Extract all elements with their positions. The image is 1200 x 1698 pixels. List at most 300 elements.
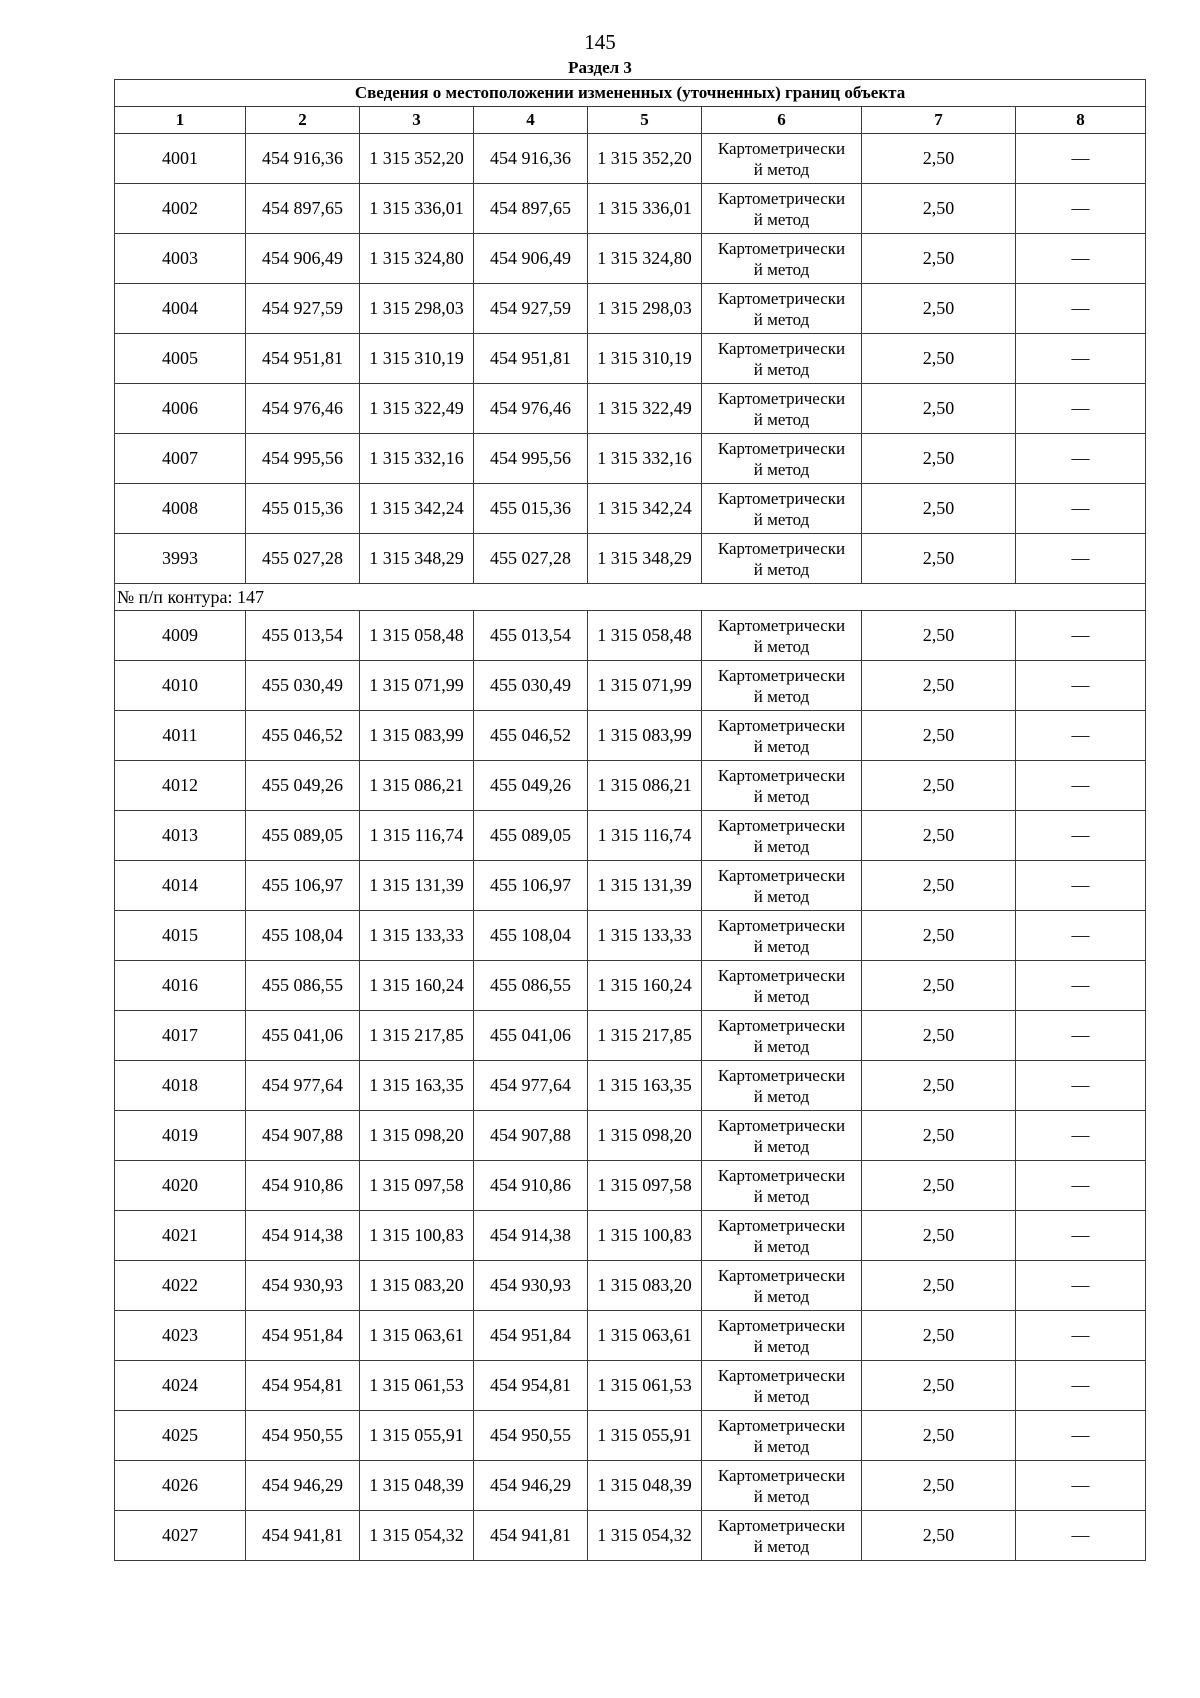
contour-label: № п/п контура: 147 bbox=[115, 584, 1146, 611]
coord-x-existing: 455 106,97 bbox=[246, 861, 360, 911]
point-number: 4026 bbox=[115, 1461, 246, 1511]
coord-y-existing: 1 315 163,35 bbox=[360, 1061, 474, 1111]
point-number: 4017 bbox=[115, 1011, 246, 1061]
coord-y-existing: 1 315 324,80 bbox=[360, 234, 474, 284]
method-text-line1: Картометрически bbox=[717, 765, 846, 785]
coord-x-existing: 455 046,52 bbox=[246, 711, 360, 761]
coord-x-existing: 454 946,29 bbox=[246, 1461, 360, 1511]
coord-y-refined: 1 315 058,48 bbox=[588, 611, 702, 661]
coord-y-refined: 1 315 332,16 bbox=[588, 434, 702, 484]
coord-x-refined: 455 089,05 bbox=[474, 811, 588, 861]
coord-y-existing: 1 315 131,39 bbox=[360, 861, 474, 911]
table-row bbox=[115, 861, 1146, 911]
accuracy-value: 2,50 bbox=[862, 1461, 1016, 1511]
coord-y-refined: 1 315 342,24 bbox=[588, 484, 702, 534]
method-text-line2: й метод bbox=[753, 886, 810, 906]
table-row bbox=[115, 484, 1146, 534]
description-dash: — bbox=[1016, 1311, 1146, 1361]
method-text-line2: й метод bbox=[753, 1336, 810, 1356]
coord-x-existing: 454 995,56 bbox=[246, 434, 360, 484]
method-text-line2: й метод bbox=[753, 159, 810, 179]
section-title: Раздел 3 bbox=[568, 58, 632, 77]
method-text-line2: й метод bbox=[753, 936, 810, 956]
coord-y-existing: 1 315 310,19 bbox=[360, 334, 474, 384]
table-row bbox=[115, 1311, 1146, 1361]
coord-y-existing: 1 315 054,32 bbox=[360, 1511, 474, 1561]
coord-x-refined: 455 049,26 bbox=[474, 761, 588, 811]
point-number: 4018 bbox=[115, 1061, 246, 1111]
accuracy-value: 2,50 bbox=[862, 534, 1016, 584]
description-dash: — bbox=[1016, 384, 1146, 434]
coord-x-refined: 454 930,93 bbox=[474, 1261, 588, 1311]
method-text-line2: й метод bbox=[753, 1536, 810, 1556]
coord-y-existing: 1 315 160,24 bbox=[360, 961, 474, 1011]
method-text-line1: Картометрически bbox=[717, 288, 846, 308]
point-number: 4011 bbox=[115, 711, 246, 761]
description-dash: — bbox=[1016, 1161, 1146, 1211]
point-number: 4025 bbox=[115, 1411, 246, 1461]
point-number: 4016 bbox=[115, 961, 246, 1011]
description-dash: — bbox=[1016, 484, 1146, 534]
coord-y-refined: 1 315 048,39 bbox=[588, 1461, 702, 1511]
method-cell bbox=[702, 811, 862, 861]
point-number: 4008 bbox=[115, 484, 246, 534]
table-row bbox=[115, 534, 1146, 584]
coord-y-refined: 1 315 086,21 bbox=[588, 761, 702, 811]
accuracy-value: 2,50 bbox=[862, 1111, 1016, 1161]
coord-x-refined: 455 041,06 bbox=[474, 1011, 588, 1061]
coord-y-refined: 1 315 097,58 bbox=[588, 1161, 702, 1211]
column-number: 7 bbox=[862, 107, 1016, 134]
method-text-line2: й метод bbox=[753, 986, 810, 1006]
method-cell bbox=[702, 184, 862, 234]
method-text-line1: Картометрически bbox=[717, 1015, 846, 1035]
point-number: 4009 bbox=[115, 611, 246, 661]
accuracy-value: 2,50 bbox=[862, 961, 1016, 1011]
method-text-line1: Картометрически bbox=[717, 915, 846, 935]
coord-y-existing: 1 315 055,91 bbox=[360, 1411, 474, 1461]
coord-y-refined: 1 315 352,20 bbox=[588, 134, 702, 184]
coord-y-existing: 1 315 332,16 bbox=[360, 434, 474, 484]
table-row bbox=[115, 1061, 1146, 1111]
point-number: 4002 bbox=[115, 184, 246, 234]
table-row bbox=[115, 184, 1146, 234]
method-text-line1: Картометрически bbox=[717, 538, 846, 558]
coord-x-existing: 454 916,36 bbox=[246, 134, 360, 184]
coord-y-refined: 1 315 336,01 bbox=[588, 184, 702, 234]
description-dash: — bbox=[1016, 911, 1146, 961]
method-text-line1: Картометрически bbox=[717, 438, 846, 458]
coord-x-refined: 454 951,81 bbox=[474, 334, 588, 384]
accuracy-value: 2,50 bbox=[862, 861, 1016, 911]
method-text-line2: й метод bbox=[753, 736, 810, 756]
method-text-line1: Картометрически bbox=[717, 1515, 846, 1535]
method-cell bbox=[702, 284, 862, 334]
method-text-line2: й метод bbox=[753, 1136, 810, 1156]
method-cell bbox=[702, 961, 862, 1011]
coord-x-refined: 454 906,49 bbox=[474, 234, 588, 284]
table-row bbox=[115, 284, 1146, 334]
coord-x-existing: 455 027,28 bbox=[246, 534, 360, 584]
column-number: 4 bbox=[474, 107, 588, 134]
accuracy-value: 2,50 bbox=[862, 661, 1016, 711]
method-text-line1: Картометрически bbox=[717, 615, 846, 635]
accuracy-value: 2,50 bbox=[862, 184, 1016, 234]
point-number: 4007 bbox=[115, 434, 246, 484]
coord-x-existing: 454 951,81 bbox=[246, 334, 360, 384]
coord-x-refined: 454 910,86 bbox=[474, 1161, 588, 1211]
method-text-line1: Картометрически bbox=[717, 1365, 846, 1385]
method-text-line1: Картометрически bbox=[717, 1465, 846, 1485]
method-text-line1: Картометрически bbox=[717, 388, 846, 408]
method-text-line1: Картометрически bbox=[717, 238, 846, 258]
table-row bbox=[115, 661, 1146, 711]
description-dash: — bbox=[1016, 1261, 1146, 1311]
coord-y-refined: 1 315 217,85 bbox=[588, 1011, 702, 1061]
coord-x-existing: 454 950,55 bbox=[246, 1411, 360, 1461]
description-dash: — bbox=[1016, 811, 1146, 861]
description-dash: — bbox=[1016, 434, 1146, 484]
coord-x-refined: 454 941,81 bbox=[474, 1511, 588, 1561]
table-row bbox=[115, 1011, 1146, 1061]
description-dash: — bbox=[1016, 334, 1146, 384]
coord-x-refined: 454 995,56 bbox=[474, 434, 588, 484]
coord-y-existing: 1 315 083,99 bbox=[360, 711, 474, 761]
method-text-line2: й метод bbox=[753, 309, 810, 329]
description-dash: — bbox=[1016, 1511, 1146, 1561]
coord-x-refined: 454 951,84 bbox=[474, 1311, 588, 1361]
description-dash: — bbox=[1016, 1011, 1146, 1061]
point-number: 4001 bbox=[115, 134, 246, 184]
table-row bbox=[115, 1211, 1146, 1261]
method-cell bbox=[702, 1061, 862, 1111]
description-dash: — bbox=[1016, 1361, 1146, 1411]
method-text-line2: й метод bbox=[753, 209, 810, 229]
method-cell bbox=[702, 1411, 862, 1461]
method-text-line2: й метод bbox=[753, 359, 810, 379]
method-text-line1: Картометрически bbox=[717, 965, 846, 985]
method-text-line1: Картометрически bbox=[717, 665, 846, 685]
table-row bbox=[115, 961, 1146, 1011]
point-number: 4012 bbox=[115, 761, 246, 811]
coord-y-existing: 1 315 116,74 bbox=[360, 811, 474, 861]
description-dash: — bbox=[1016, 1411, 1146, 1461]
coord-x-existing: 455 013,54 bbox=[246, 611, 360, 661]
description-dash: — bbox=[1016, 284, 1146, 334]
accuracy-value: 2,50 bbox=[862, 234, 1016, 284]
coord-y-refined: 1 315 083,99 bbox=[588, 711, 702, 761]
method-text-line2: й метод bbox=[753, 1086, 810, 1106]
coord-x-refined: 454 897,65 bbox=[474, 184, 588, 234]
coord-x-refined: 455 030,49 bbox=[474, 661, 588, 711]
column-number: 1 bbox=[115, 107, 246, 134]
coordinates-table bbox=[114, 79, 1146, 1561]
method-cell bbox=[702, 434, 862, 484]
coord-y-refined: 1 315 163,35 bbox=[588, 1061, 702, 1111]
method-text-line1: Картометрически bbox=[717, 338, 846, 358]
accuracy-value: 2,50 bbox=[862, 911, 1016, 961]
method-cell bbox=[702, 661, 862, 711]
point-number: 4015 bbox=[115, 911, 246, 961]
description-dash: — bbox=[1016, 1111, 1146, 1161]
table-caption-row bbox=[115, 80, 1146, 107]
point-number: 4005 bbox=[115, 334, 246, 384]
method-text-line1: Картометрически bbox=[717, 1265, 846, 1285]
point-number: 4023 bbox=[115, 1311, 246, 1361]
point-number: 4021 bbox=[115, 1211, 246, 1261]
coord-x-refined: 454 916,36 bbox=[474, 134, 588, 184]
coord-y-existing: 1 315 097,58 bbox=[360, 1161, 474, 1211]
accuracy-value: 2,50 bbox=[862, 1211, 1016, 1261]
accuracy-value: 2,50 bbox=[862, 1061, 1016, 1111]
description-dash: — bbox=[1016, 534, 1146, 584]
column-number: 8 bbox=[1016, 107, 1146, 134]
coord-x-existing: 454 906,49 bbox=[246, 234, 360, 284]
coord-y-refined: 1 315 061,53 bbox=[588, 1361, 702, 1411]
accuracy-value: 2,50 bbox=[862, 1411, 1016, 1461]
coord-x-existing: 455 108,04 bbox=[246, 911, 360, 961]
method-cell bbox=[702, 1011, 862, 1061]
coord-y-existing: 1 315 133,33 bbox=[360, 911, 474, 961]
coord-y-refined: 1 315 131,39 bbox=[588, 861, 702, 911]
method-cell bbox=[702, 384, 862, 434]
method-text-line1: Картометрически bbox=[717, 188, 846, 208]
coord-y-existing: 1 315 048,39 bbox=[360, 1461, 474, 1511]
coord-x-existing: 454 927,59 bbox=[246, 284, 360, 334]
table-row bbox=[115, 711, 1146, 761]
page-number: 145 bbox=[584, 30, 616, 54]
description-dash: — bbox=[1016, 761, 1146, 811]
coord-x-existing: 454 907,88 bbox=[246, 1111, 360, 1161]
table-row bbox=[115, 611, 1146, 661]
method-text-line1: Картометрически bbox=[717, 488, 846, 508]
method-cell bbox=[702, 1511, 862, 1561]
coord-y-refined: 1 315 310,19 bbox=[588, 334, 702, 384]
column-number: 2 bbox=[246, 107, 360, 134]
point-number: 4004 bbox=[115, 284, 246, 334]
method-cell bbox=[702, 334, 862, 384]
table-row bbox=[115, 1461, 1146, 1511]
method-cell bbox=[702, 1361, 862, 1411]
method-text-line2: й метод bbox=[753, 1286, 810, 1306]
method-cell bbox=[702, 534, 862, 584]
coord-y-existing: 1 315 336,01 bbox=[360, 184, 474, 234]
coord-y-refined: 1 315 298,03 bbox=[588, 284, 702, 334]
coord-x-existing: 454 976,46 bbox=[246, 384, 360, 434]
method-cell bbox=[702, 711, 862, 761]
accuracy-value: 2,50 bbox=[862, 334, 1016, 384]
column-number: 6 bbox=[702, 107, 862, 134]
point-number: 4014 bbox=[115, 861, 246, 911]
coord-y-refined: 1 315 100,83 bbox=[588, 1211, 702, 1261]
coord-y-existing: 1 315 348,29 bbox=[360, 534, 474, 584]
coord-x-refined: 455 106,97 bbox=[474, 861, 588, 911]
point-number: 4024 bbox=[115, 1361, 246, 1411]
description-dash: — bbox=[1016, 1061, 1146, 1111]
method-cell bbox=[702, 611, 862, 661]
accuracy-value: 2,50 bbox=[862, 1261, 1016, 1311]
coord-x-refined: 454 907,88 bbox=[474, 1111, 588, 1161]
accuracy-value: 2,50 bbox=[862, 284, 1016, 334]
coord-x-refined: 454 946,29 bbox=[474, 1461, 588, 1511]
method-cell bbox=[702, 761, 862, 811]
coord-y-refined: 1 315 324,80 bbox=[588, 234, 702, 284]
table-caption: Сведения о местоположении измененных (уточненных) границ объекта bbox=[115, 80, 1146, 107]
point-number: 4020 bbox=[115, 1161, 246, 1211]
description-dash: — bbox=[1016, 1211, 1146, 1261]
coord-x-existing: 455 049,26 bbox=[246, 761, 360, 811]
table-row bbox=[115, 334, 1146, 384]
coord-y-refined: 1 315 098,20 bbox=[588, 1111, 702, 1161]
coord-x-existing: 455 030,49 bbox=[246, 661, 360, 711]
method-text-line2: й метод bbox=[753, 1386, 810, 1406]
accuracy-value: 2,50 bbox=[862, 1311, 1016, 1361]
coord-y-refined: 1 315 116,74 bbox=[588, 811, 702, 861]
coord-x-refined: 454 927,59 bbox=[474, 284, 588, 334]
method-cell bbox=[702, 1161, 862, 1211]
coord-x-existing: 454 951,84 bbox=[246, 1311, 360, 1361]
table-row bbox=[115, 384, 1146, 434]
table-row bbox=[115, 134, 1146, 184]
table-row bbox=[115, 1411, 1146, 1461]
coord-x-existing: 454 954,81 bbox=[246, 1361, 360, 1411]
method-cell bbox=[702, 1111, 862, 1161]
coord-y-existing: 1 315 061,53 bbox=[360, 1361, 474, 1411]
accuracy-value: 2,50 bbox=[862, 761, 1016, 811]
method-text-line1: Картометрически bbox=[717, 815, 846, 835]
point-number: 4027 bbox=[115, 1511, 246, 1561]
coord-y-refined: 1 315 054,32 bbox=[588, 1511, 702, 1561]
coord-y-refined: 1 315 133,33 bbox=[588, 911, 702, 961]
coord-x-existing: 454 914,38 bbox=[246, 1211, 360, 1261]
table-row bbox=[115, 1361, 1146, 1411]
table-row bbox=[115, 1511, 1146, 1561]
coord-y-refined: 1 315 160,24 bbox=[588, 961, 702, 1011]
method-text-line1: Картометрически bbox=[717, 1215, 846, 1235]
coord-x-existing: 454 930,93 bbox=[246, 1261, 360, 1311]
method-text-line1: Картометрически bbox=[717, 1065, 846, 1085]
coord-y-existing: 1 315 342,24 bbox=[360, 484, 474, 534]
description-dash: — bbox=[1016, 611, 1146, 661]
coord-x-refined: 454 950,55 bbox=[474, 1411, 588, 1461]
method-text-line2: й метод bbox=[753, 459, 810, 479]
accuracy-value: 2,50 bbox=[862, 711, 1016, 761]
coord-y-existing: 1 315 058,48 bbox=[360, 611, 474, 661]
coord-y-existing: 1 315 217,85 bbox=[360, 1011, 474, 1061]
coord-x-refined: 454 914,38 bbox=[474, 1211, 588, 1261]
column-number: 5 bbox=[588, 107, 702, 134]
coord-y-refined: 1 315 063,61 bbox=[588, 1311, 702, 1361]
description-dash: — bbox=[1016, 711, 1146, 761]
method-text-line2: й метод bbox=[753, 259, 810, 279]
coord-x-existing: 455 041,06 bbox=[246, 1011, 360, 1061]
method-cell bbox=[702, 134, 862, 184]
method-text-line1: Картометрически bbox=[717, 1165, 846, 1185]
table-row bbox=[115, 911, 1146, 961]
table-row bbox=[115, 234, 1146, 284]
method-text-line1: Картометрически bbox=[717, 1115, 846, 1135]
coord-x-existing: 455 086,55 bbox=[246, 961, 360, 1011]
coord-y-refined: 1 315 055,91 bbox=[588, 1411, 702, 1461]
accuracy-value: 2,50 bbox=[862, 134, 1016, 184]
method-text-line2: й метод bbox=[753, 1036, 810, 1056]
description-dash: — bbox=[1016, 661, 1146, 711]
description-dash: — bbox=[1016, 134, 1146, 184]
coord-x-existing: 454 941,81 bbox=[246, 1511, 360, 1561]
column-number-row bbox=[115, 107, 1146, 134]
method-cell bbox=[702, 1211, 862, 1261]
description-dash: — bbox=[1016, 961, 1146, 1011]
method-cell bbox=[702, 861, 862, 911]
method-text-line2: й метод bbox=[753, 1186, 810, 1206]
coord-x-refined: 454 976,46 bbox=[474, 384, 588, 434]
description-dash: — bbox=[1016, 861, 1146, 911]
table-row bbox=[115, 434, 1146, 484]
accuracy-value: 2,50 bbox=[862, 484, 1016, 534]
method-text-line1: Картометрически bbox=[717, 1415, 846, 1435]
method-cell bbox=[702, 1311, 862, 1361]
point-number: 4019 bbox=[115, 1111, 246, 1161]
contour-row bbox=[115, 584, 1146, 611]
column-number: 3 bbox=[360, 107, 474, 134]
coord-x-refined: 455 086,55 bbox=[474, 961, 588, 1011]
coord-x-refined: 455 046,52 bbox=[474, 711, 588, 761]
coord-y-refined: 1 315 348,29 bbox=[588, 534, 702, 584]
coord-y-existing: 1 315 322,49 bbox=[360, 384, 474, 434]
method-text-line2: й метод bbox=[753, 1436, 810, 1456]
coord-x-refined: 454 954,81 bbox=[474, 1361, 588, 1411]
coord-y-existing: 1 315 071,99 bbox=[360, 661, 474, 711]
point-number: 4006 bbox=[115, 384, 246, 434]
point-number: 4022 bbox=[115, 1261, 246, 1311]
method-cell bbox=[702, 484, 862, 534]
method-text-line2: й метод bbox=[753, 636, 810, 656]
table-row bbox=[115, 1161, 1146, 1211]
method-text-line2: й метод bbox=[753, 786, 810, 806]
method-text-line2: й метод bbox=[753, 1236, 810, 1256]
coord-x-refined: 455 013,54 bbox=[474, 611, 588, 661]
coord-x-refined: 454 977,64 bbox=[474, 1061, 588, 1111]
point-number: 4013 bbox=[115, 811, 246, 861]
accuracy-value: 2,50 bbox=[862, 1361, 1016, 1411]
accuracy-value: 2,50 bbox=[862, 1511, 1016, 1561]
method-text-line1: Картометрически bbox=[717, 1315, 846, 1335]
table-row bbox=[115, 761, 1146, 811]
coord-y-refined: 1 315 322,49 bbox=[588, 384, 702, 434]
accuracy-value: 2,50 bbox=[862, 1011, 1016, 1061]
coord-x-refined: 455 108,04 bbox=[474, 911, 588, 961]
method-text-line2: й метод bbox=[753, 686, 810, 706]
coord-y-existing: 1 315 063,61 bbox=[360, 1311, 474, 1361]
accuracy-value: 2,50 bbox=[862, 384, 1016, 434]
method-text-line2: й метод bbox=[753, 836, 810, 856]
method-text-line2: й метод bbox=[753, 409, 810, 429]
coord-y-refined: 1 315 071,99 bbox=[588, 661, 702, 711]
coord-x-existing: 455 015,36 bbox=[246, 484, 360, 534]
point-number: 3993 bbox=[115, 534, 246, 584]
point-number: 4003 bbox=[115, 234, 246, 284]
coord-y-existing: 1 315 098,20 bbox=[360, 1111, 474, 1161]
coord-x-existing: 454 910,86 bbox=[246, 1161, 360, 1211]
method-cell bbox=[702, 234, 862, 284]
description-dash: — bbox=[1016, 1461, 1146, 1511]
coord-y-refined: 1 315 083,20 bbox=[588, 1261, 702, 1311]
method-cell bbox=[702, 1461, 862, 1511]
method-cell bbox=[702, 1261, 862, 1311]
coord-x-refined: 455 027,28 bbox=[474, 534, 588, 584]
method-text-line1: Картометрически bbox=[717, 138, 846, 158]
accuracy-value: 2,50 bbox=[862, 1161, 1016, 1211]
